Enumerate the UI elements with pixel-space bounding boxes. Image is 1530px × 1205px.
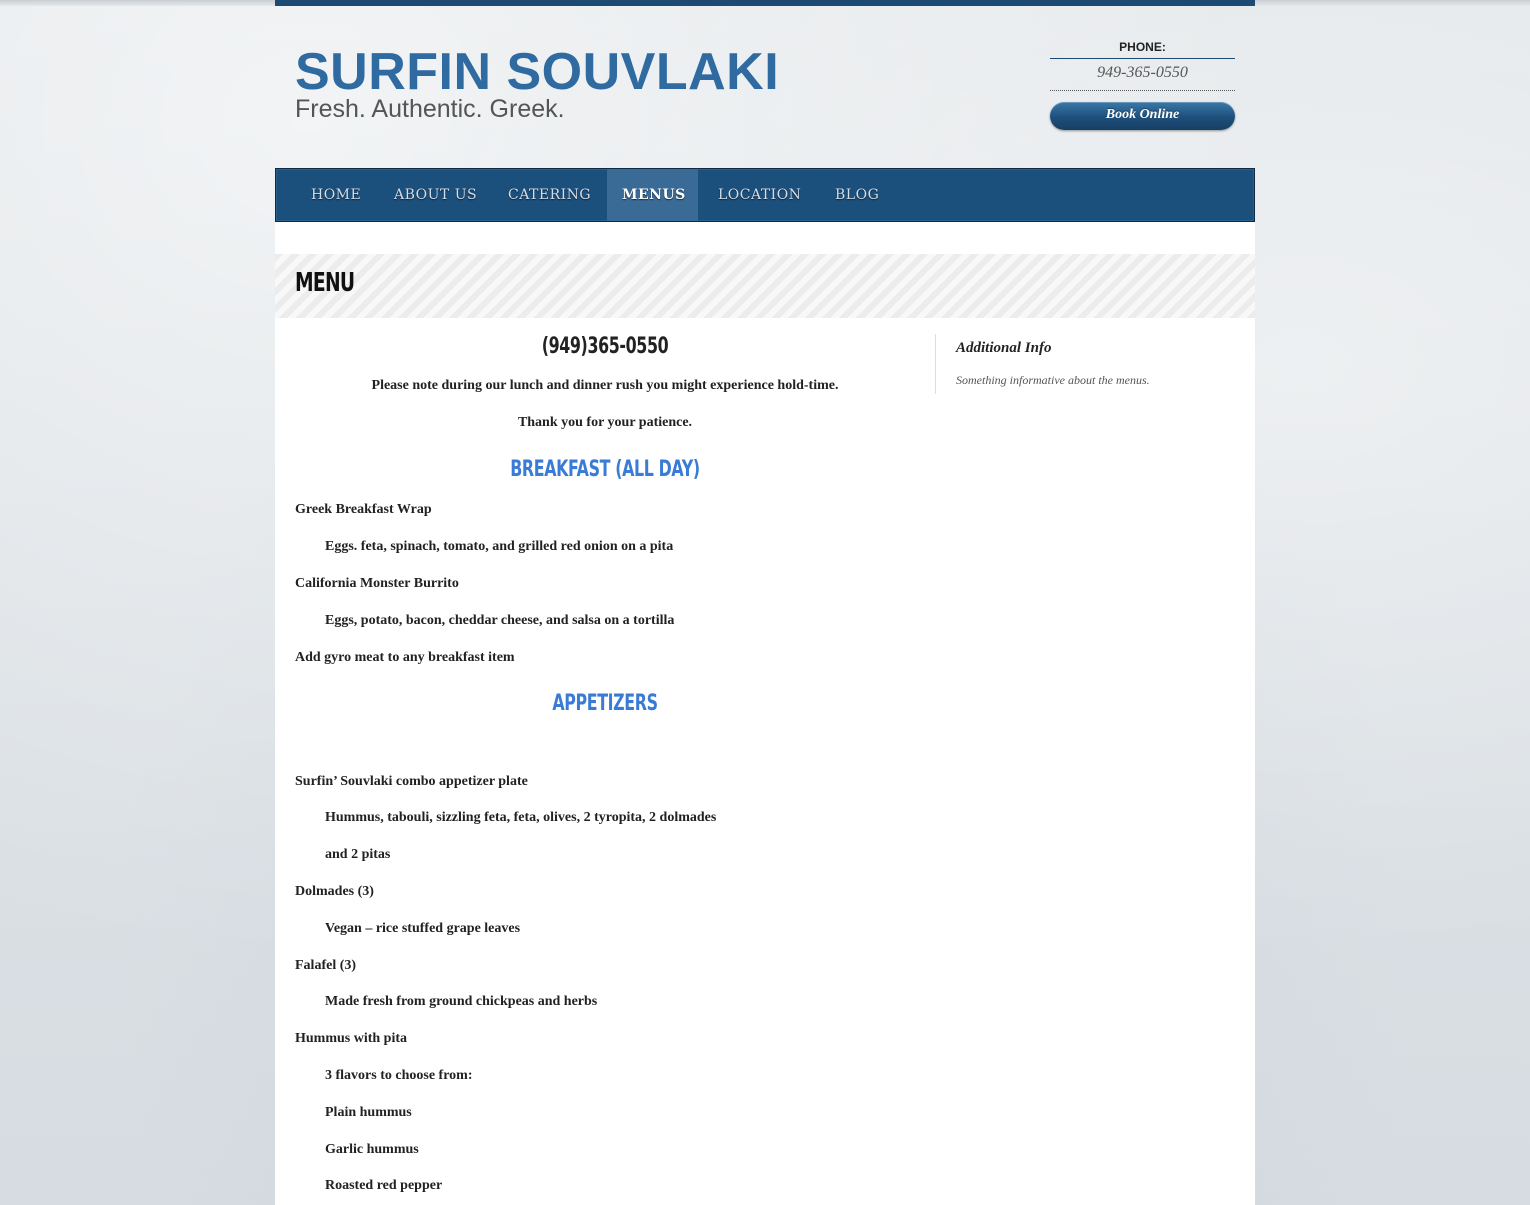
phone-label: PHONE: — [1050, 38, 1235, 59]
flavor-item: Garlic hummus — [325, 1142, 419, 1157]
appetizers-heading-row — [295, 691, 915, 716]
flavor-item: Plain hummus — [325, 1105, 412, 1120]
nav-item-menus[interactable] — [607, 169, 698, 221]
breakfast-addon: Add gyro meat to any breakfast item — [295, 650, 515, 665]
phone-heading: (949)365-0550 — [541, 334, 669, 359]
sidebar — [956, 340, 1236, 388]
top-accent-bar — [275, 0, 1255, 6]
sidebar-divider — [935, 334, 936, 394]
menu-item-name: California Monster Burrito — [295, 576, 459, 591]
nav-item-location[interactable]: LOCATION — [718, 187, 802, 203]
menu-item-desc: and 2 pitas — [325, 847, 391, 862]
flavor-item: Roasted red pepper — [325, 1178, 443, 1193]
menu-item-desc: Eggs. feta, spinach, tomato, and grilled red onion on a pita — [325, 539, 674, 554]
appetizers-heading: APPETIZERS — [552, 691, 658, 716]
breakfast-heading-row — [295, 457, 915, 482]
nav-item-catering[interactable]: CATERING — [508, 187, 592, 203]
menu-item-name: Hummus with pita — [295, 1031, 408, 1046]
menu-item-desc: Eggs, potato, bacon, cheddar cheese, and salsa on a tortilla — [325, 613, 675, 628]
nav-item-blog[interactable]: BLOG — [835, 187, 880, 203]
menu-item-desc: Vegan – rice stuffed grape leaves — [325, 921, 521, 936]
breakfast-heading: BREAKFAST (ALL DAY) — [510, 457, 700, 482]
sidebar-text: Something informative about the menus. — [956, 373, 1150, 387]
menu-item-name: Falafel (3) — [295, 958, 357, 973]
book-online-button[interactable]: Book Online — [1050, 102, 1235, 130]
thanks-note: Thank you for your patience. — [517, 415, 693, 430]
menu-item-name: Surfin’ Souvlaki combo appetizer plate — [295, 774, 528, 789]
menu-item-desc: Hummus, tabouli, sizzling feta, feta, olives, 2 tyropita, 2 dolmades — [325, 810, 717, 825]
nav-item-about-us[interactable]: ABOUT US — [394, 187, 478, 203]
sidebar-title: Additional Info — [956, 340, 1052, 356]
content-panel — [275, 222, 1255, 1205]
menu-item-desc: Made fresh from ground chickpeas and herbs — [325, 994, 598, 1009]
phone-number[interactable]: 949-365-0550 — [1050, 59, 1235, 91]
menu-item-name: Greek Breakfast Wrap — [295, 502, 432, 517]
nav-item-menus-label: MENUS — [622, 187, 686, 203]
hold-time-note: Please note during our lunch and dinner rush you might experience hold-time. — [371, 378, 839, 393]
nav-item-home[interactable]: HOME — [311, 187, 362, 203]
site-tagline: Fresh. Authentic. Greek. — [295, 95, 565, 123]
menu-item-name: Dolmades (3) — [295, 884, 374, 899]
phone-heading-row — [295, 334, 915, 359]
page-title-band — [275, 254, 1255, 318]
menu-item-desc: 3 flavors to choose from: — [325, 1068, 473, 1083]
main-nav — [275, 168, 1255, 222]
site-title[interactable]: SURFIN SOUVLAKI — [295, 43, 780, 101]
page-title: MENU — [295, 268, 355, 298]
phone-box — [1050, 38, 1235, 91]
